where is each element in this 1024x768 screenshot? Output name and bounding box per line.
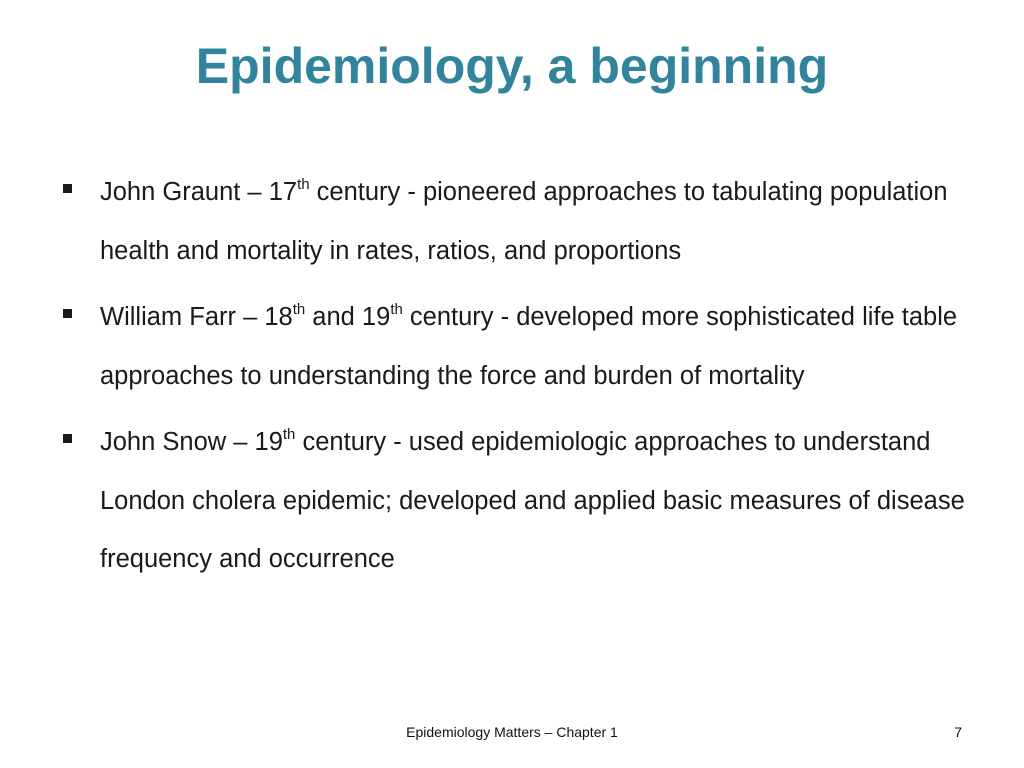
bullet-text-start: William Farr – 18	[100, 303, 293, 331]
bullet-text-middle: and 19	[305, 303, 391, 331]
square-bullet-icon	[63, 309, 72, 318]
bullet-item-farr	[62, 288, 982, 405]
superscript: th	[292, 301, 306, 318]
bullet-item-snow	[62, 413, 982, 589]
square-bullet-icon	[63, 184, 72, 193]
bullet-text-rest: century - pioneered approaches to tabulating population health and mortality in rates, ratios, and proportions	[100, 178, 948, 265]
bullet-text-rest: century - developed more sophisticated life table approaches to understanding the force and burden of mortality	[100, 303, 958, 390]
slide-title: Epidemiology, a beginning	[195, 38, 829, 94]
page-number: 7	[954, 724, 962, 740]
bullet-list	[62, 163, 982, 597]
superscript: th	[390, 301, 403, 318]
superscript: th	[282, 426, 296, 443]
bullet-text-start: John Graunt – 17	[100, 178, 298, 206]
slide-footer: Epidemiology Matters – Chapter 1	[406, 724, 618, 740]
bullet-item-graunt	[62, 163, 982, 280]
superscript: th	[297, 176, 310, 193]
bullet-text-rest: century - used epidemiologic approaches to understand London cholera epidemic; developed and applied basic measures of disease frequency and occurrence	[100, 428, 965, 573]
bullet-text-start: John Snow – 19	[100, 428, 283, 456]
square-bullet-icon	[63, 434, 72, 443]
